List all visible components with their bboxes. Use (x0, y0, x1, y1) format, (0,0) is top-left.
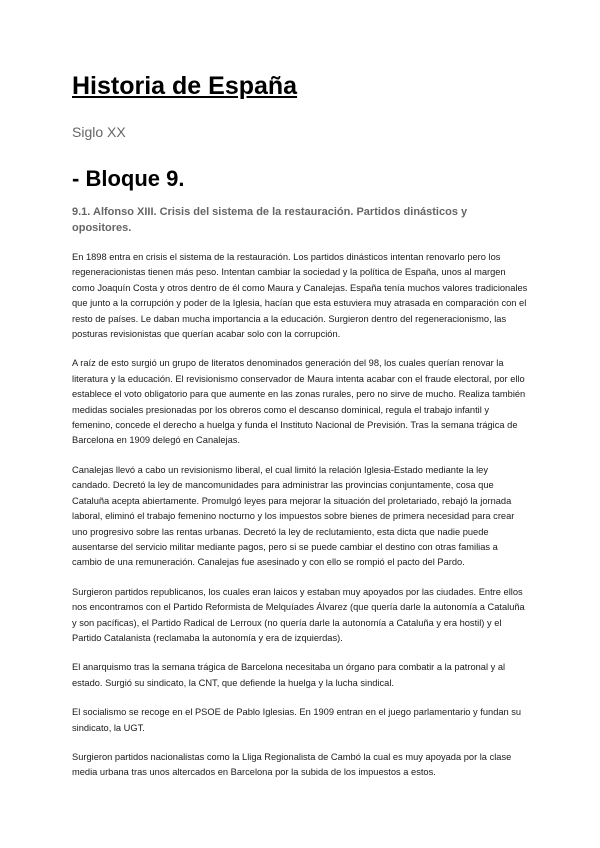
page-title: Historia de España (72, 72, 298, 100)
section-heading: 9.1. Alfonso XIII. Crisis del sistema de la restauración. Partidos dinásticos y opositores. (72, 206, 468, 234)
paragraph: A raíz de esto surgió un grupo de literatos denominados generación del 98, los cuales querían renovar la literatura y la educación. El revisionismo conservador de Maura intenta acabar con el fraude electoral, por ello establece el voto obligatorio para que aumente en las zonas rurales, pero no sirve de mucho. Realiza también medidas sociales presionadas por los obreros como el descanso dominical, regula el trabajo infantil y femenino, concede el derecho a huelga y funda el Instituto Nacional de Previsión. Tras la semana trágica de Barcelona en 1909 delegó en Canalejas. (72, 358, 526, 446)
subtitle: Siglo XX (72, 124, 126, 140)
body-text (72, 250, 528, 795)
bloque-heading: - Bloque 9. (72, 166, 185, 191)
paragraph: El anarquismo tras la semana trágica de Barcelona necesitaba un órgano para combatir a la patronal y al estado. Surgió su sindicato, la CNT, que defiende la huelga y la lucha sindical. (72, 662, 506, 688)
paragraph: En 1898 entra en crisis el sistema de la restauración. Los partidos dinásticos intentan renovarlo pero los regeneracionistas tienen más peso. Intentan cambiar la sociedad y la política de España, unos al margen como Joaquín Costa y otros dentro de él como Maura y Canalejas. España tenía muchos valores tradicionales que junto a la corrupción y poder de la Iglesia, hacían que esta estuviera muy atrasada en comparación con el resto de países. Le daban mucha importancia a la educación. Surgieron dentro del regeneracionismo, las posturas revisionistas que querían acabar solo con la corrupción. (72, 252, 528, 340)
paragraph: Canalejas llevó a cabo un revisionismo liberal, el cual limitó la relación Iglesia-Estado mediante la ley candado. Decretó la ley de mancomunidades para administrar las provincias conjuntamente, cosa que Cataluña acepta abiertamente. Promulgó leyes para mejorar la situación del proletariado, rebajó la jornada laboral, eliminó el trabajo femenino nocturno y los impuestos sobre bienes de primera necesidad para crear uno progresivo sobre las rentas urbanas. Decretó la ley de reclutamiento, esta dicta que nadie puede ausentarse del servicio militar mediante pagos, pero si se puede cambiar el destino con otras familias a cambio de una remuneración. Canalejas fue asesinado y con ello se rompió el pacto del Pardo. (72, 464, 515, 568)
paragraph: Surgieron partidos republicanos, los cuales eran laicos y estaban muy apoyados por las ciudades. Entre ellos nos encontramos con el Partido Reformista de Melquíades Álvarez (que quería darle la autonomía a Cataluña y son pacíficas), el Partido Radical de Lerroux (no quería darle la autonomía a Cataluña y era hostil) y el Partido Catalanista (reclamaba la autonomía y era de izquierdas). (72, 586, 525, 643)
paragraph: El socialismo se recoge en el PSOE de Pablo Iglesias. En 1909 entran en el juego parlamentario y fundan su sindicato, la UGT. (72, 707, 522, 733)
paragraph: Surgieron partidos nacionalistas como la Lliga Regionalista de Cambó la cual es muy apoyada por la clase media urbana tras unos altercados en Barcelona por la subida de los impuestos a estos. (72, 751, 512, 778)
